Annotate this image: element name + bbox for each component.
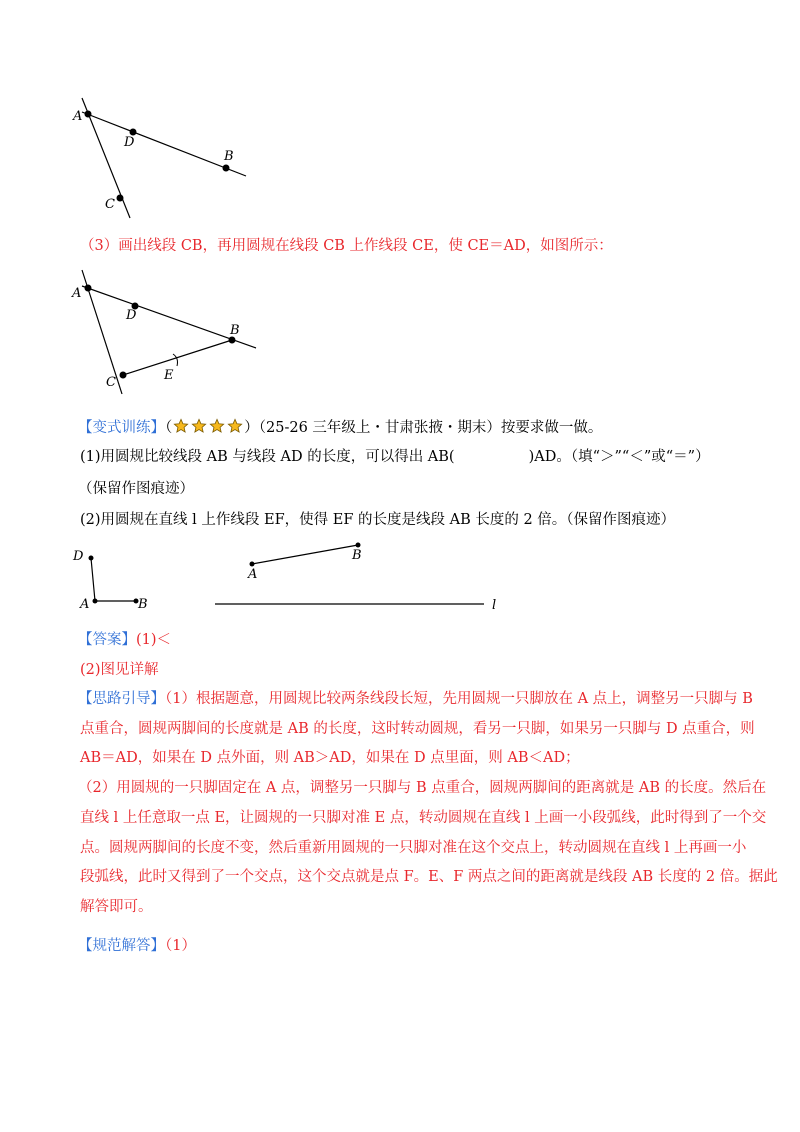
star-icon <box>173 418 189 434</box>
guide-line-3: （2）用圆规的一只脚固定在 A 点，调整另一只脚与 B 点重合，圆规两脚间的距离就是 AB 的长度。然后在 <box>78 780 767 796</box>
label-a: A <box>72 286 82 301</box>
star-icon <box>191 418 207 434</box>
label-b: B <box>224 149 234 164</box>
guide-text-0: （1）根据题意，用圆规比较两条线段长短，先用圆规一只脚放在 A 点上，调整另一只脚与 B <box>165 691 753 707</box>
exercise-tag: 【变式训练】 <box>78 420 165 436</box>
point-b-segment <box>356 543 361 548</box>
stars-open: （ <box>165 420 173 436</box>
question-2: (2)用圆规在直线 l 上作线段 EF，使得 EF 的长度是线段 AB 长度的 2 倍。（保留作图痕迹） <box>80 512 676 528</box>
label-b-segment: B <box>352 548 362 563</box>
answer-line-1 <box>78 630 171 650</box>
point-a <box>93 599 98 604</box>
star-icon <box>209 418 225 434</box>
point-d <box>89 556 94 561</box>
guide-line-2: AB＝AD，如果在 D 点外面，则 AB＞AD，如果在 D 点里面，则 AB＜AD； <box>80 750 580 766</box>
label-a: A <box>73 109 83 124</box>
label-b: B <box>230 323 240 338</box>
question-1 <box>80 447 710 467</box>
label-b: B <box>138 597 148 612</box>
exercise-source: （25-26 三年级上・甘肃张掖・期末）按要求做一做。 <box>258 420 603 436</box>
figure-3-diagram <box>60 540 520 620</box>
label-d: D <box>126 308 137 323</box>
label-e: E <box>164 368 174 383</box>
answer-line-2: (2)图见详解 <box>80 662 159 678</box>
point-a <box>85 111 92 118</box>
guide-tag: 【思路引导】 <box>78 691 165 707</box>
figure-1-diagram <box>60 90 270 225</box>
step-3-text: （3）画出线段 CB，再用圆规在线段 CB 上作线段 CE，使 CE＝AD，如图所示： <box>80 238 613 254</box>
label-c: C <box>106 375 116 390</box>
solution-tag: 【规范解答】 <box>78 938 165 954</box>
point-a-segment <box>250 562 255 567</box>
guide-line-0 <box>78 689 753 709</box>
question-1-part2: )AD。（填“＞”“＜”或“＝”） <box>528 449 710 465</box>
question-1-note: （保留作图痕迹） <box>78 481 194 497</box>
point-b <box>223 165 230 172</box>
label-l: l <box>492 598 497 613</box>
answer-part-1: (1)＜ <box>136 632 172 648</box>
star-icon <box>227 418 243 434</box>
solution-line <box>78 936 196 956</box>
solution-text: （1） <box>165 938 196 954</box>
answer-tag: 【答案】 <box>78 632 136 648</box>
guide-line-1: 点重合，圆规两脚间的长度就是 AB 的长度，这时转动圆规，看另一只脚，如果另一只脚与 D 点重合，则 <box>80 721 755 737</box>
label-a: A <box>80 597 90 612</box>
guide-line-5: 点。圆规两脚间的长度不变，然后重新用圆规的一只脚对准在这个交点上，转动圆规在直线 l 上再画一小 <box>80 840 747 856</box>
exercise-header <box>78 418 602 438</box>
point-c <box>117 195 124 202</box>
guide-line-6: 段弧线，此时又得到了一个交点，这个交点就是点 F。E、F 两点之间的距离就是线段 AB 长度的 2 倍。据此 <box>80 869 778 885</box>
question-1-part1: (1)用圆规比较线段 AB 与线段 AD 的长度，可以得出 AB( <box>80 449 455 465</box>
label-c: C <box>105 197 115 212</box>
stars-close: ） <box>244 420 259 436</box>
label-a-segment: A <box>248 567 258 582</box>
point-a <box>85 285 92 292</box>
point-c <box>120 372 127 379</box>
guide-line-7: 解答即可。 <box>80 899 153 915</box>
difficulty-stars <box>172 420 244 436</box>
figure-2-diagram <box>60 266 270 400</box>
label-d: D <box>124 135 135 150</box>
guide-line-4: 直线 l 上任意取一点 E，让圆规的一只脚对准 E 点，转动圆规在直线 l 上画一小段弧线，此时得到了一个交 <box>80 810 767 826</box>
label-d: D <box>73 549 84 564</box>
